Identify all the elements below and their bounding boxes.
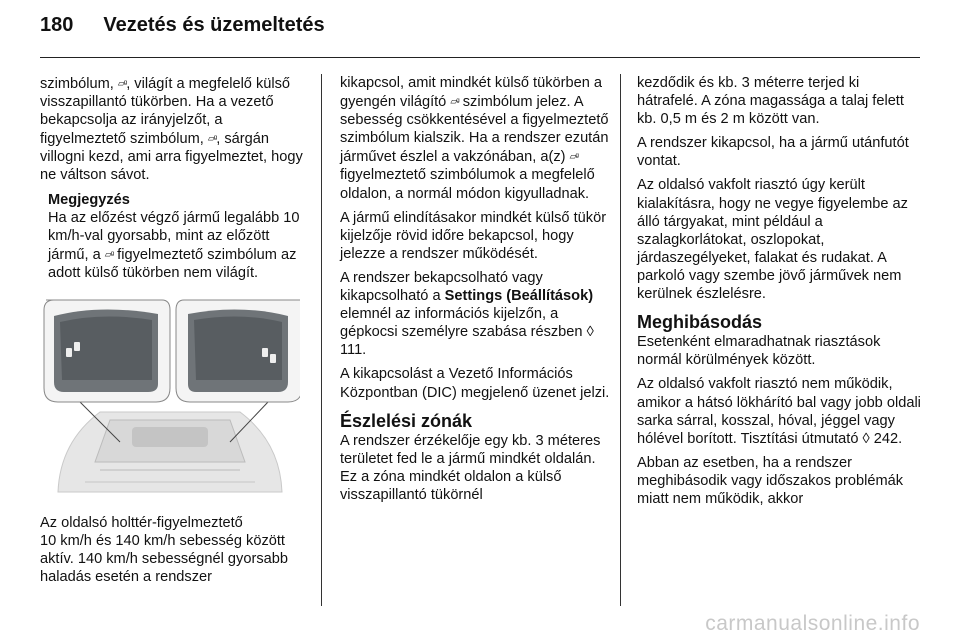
- paragraph: Abban az esetben, ha a rendszer meghibásodik vagy időszakos problémák miatt nem működik, akkor: [637, 454, 904, 507]
- header-divider: [40, 57, 920, 58]
- section-heading-fault: Meghibásodás: [637, 312, 763, 333]
- watermark: carmanualsonline.info: [705, 612, 920, 635]
- paragraph: kikapcsol, amit mindkét külső tükörben a gyengén világító ▱ᵍ szimbólum jelez. A sebesség csökkentésével a figyelmeztető szimbólum kialszik. Ha a rendszer ezután járművet észlel a vakzónában, a(z) ▱ᵍ figyelmeztető szimbólumok a megfelelő oldalon, a normál módon kigyulladnak.: [340, 75, 609, 202]
- paragraph: Esetenként elmaradhatnak riasztások normál körülmények között.: [637, 334, 881, 369]
- mirror-illustration: [40, 292, 300, 502]
- page-number: 180: [40, 14, 74, 36]
- column-2: [340, 74, 610, 510]
- paragraph: Az oldalsó vakfolt riasztó nem működik, amikor a hátsó lökhárító bal vagy jobb oldali sarka sárral, kosszal, hóval, jéggel vagy hólével borított. Tisztítási útmutató ◊ 242.: [637, 376, 921, 447]
- page-title: Vezetés és üzemeltetés: [103, 14, 325, 36]
- column-divider: [620, 74, 621, 606]
- note-box: [40, 191, 310, 282]
- paragraph: Az oldalsó vakfolt riasztó úgy került kialakításra, hogy ne vegye figyelembe az álló tárgyakat, mint például a szalagkorlátokat, oszlopokat, járdaszegélyeket, falakat és rudakat. A parkoló vagy szembe jövő járművek nem kerülnek észlelésre.: [637, 177, 908, 303]
- note-text: Ha az előzést végző jármű legalább 10 km/h-val gyorsabb, mint az előzött jármű, a ▱ᵍ figyelmeztető szimbólum az adott külső tükörben nem világít.: [48, 209, 300, 281]
- car-mirrors-illustration: [40, 292, 300, 502]
- page-header: [40, 14, 325, 48]
- blind-spot-warning-icon: ▱ᵍ: [450, 96, 459, 107]
- blind-spot-warning-icon: ▱ᵍ: [117, 78, 127, 88]
- paragraph: szimbólum, ▱ᵍ, világít a megfelelő külső visszapillantó tükörben. Ha a vezető bekapcsolja az irányjelzőt, a figyelmeztető szimbólum, ▱ᵍ, sárgán villogni kezd, ami arra figyelmeztet, hogy ne váltson sávot.: [40, 76, 303, 184]
- paragraph: A rendszer bekapcsolható vagy kikapcsolható a Settings (Beállítások) elemnél az információs kijelzőn, a gépkocsi személyre szabása részben ◊ 111.: [340, 269, 594, 359]
- paragraph: A kikapcsolást a Vezető Információs Központban (DIC) megjelenő üzenet jelzi.: [340, 366, 610, 401]
- note-title: Megjegyzés: [48, 191, 130, 208]
- section-heading-detection-zones: Észlelési zónák: [340, 410, 473, 431]
- paragraph: kezdődik és kb. 3 méterre terjed ki hátrafelé. A zóna magassága a talaj felett kb. 0,5 m és 2 m között van.: [637, 75, 904, 128]
- paragraph: A rendszer kikapcsol, ha a jármű utánfutót vontat.: [637, 135, 909, 170]
- page-reference: ◊ 242.: [862, 430, 903, 447]
- paragraph: A rendszer érzékelője egy kb. 3 méteres területet fed le a jármű mindkét oldalán. Ez a zóna mindkét oldalon a külső visszapillantó tükörnél: [340, 432, 601, 503]
- settings-menu-label: Settings (Beállítások): [444, 288, 594, 305]
- paragraph: A jármű elindításakor mindkét külső tükör kijelzője rövid időre bekapcsol, hogy jelezze a rendszer működését.: [340, 209, 607, 262]
- column-1: [40, 74, 310, 592]
- figure-caption: Az oldalsó holttér-figyelmeztető 10 km/h és 140 km/h sebesség között aktív. 140 km/h sebességnél gyorsabb haladás esetén a rendszer: [40, 515, 288, 586]
- blind-spot-warning-icon: ▱ᵍ: [569, 151, 578, 162]
- blind-spot-warning-icon: ▱ᵍ: [104, 248, 114, 259]
- column-3: [637, 74, 922, 514]
- blind-spot-warning-icon: ▱ᵍ: [207, 133, 217, 144]
- page-reference: ◊ 111.: [340, 324, 594, 359]
- column-divider: [321, 74, 322, 606]
